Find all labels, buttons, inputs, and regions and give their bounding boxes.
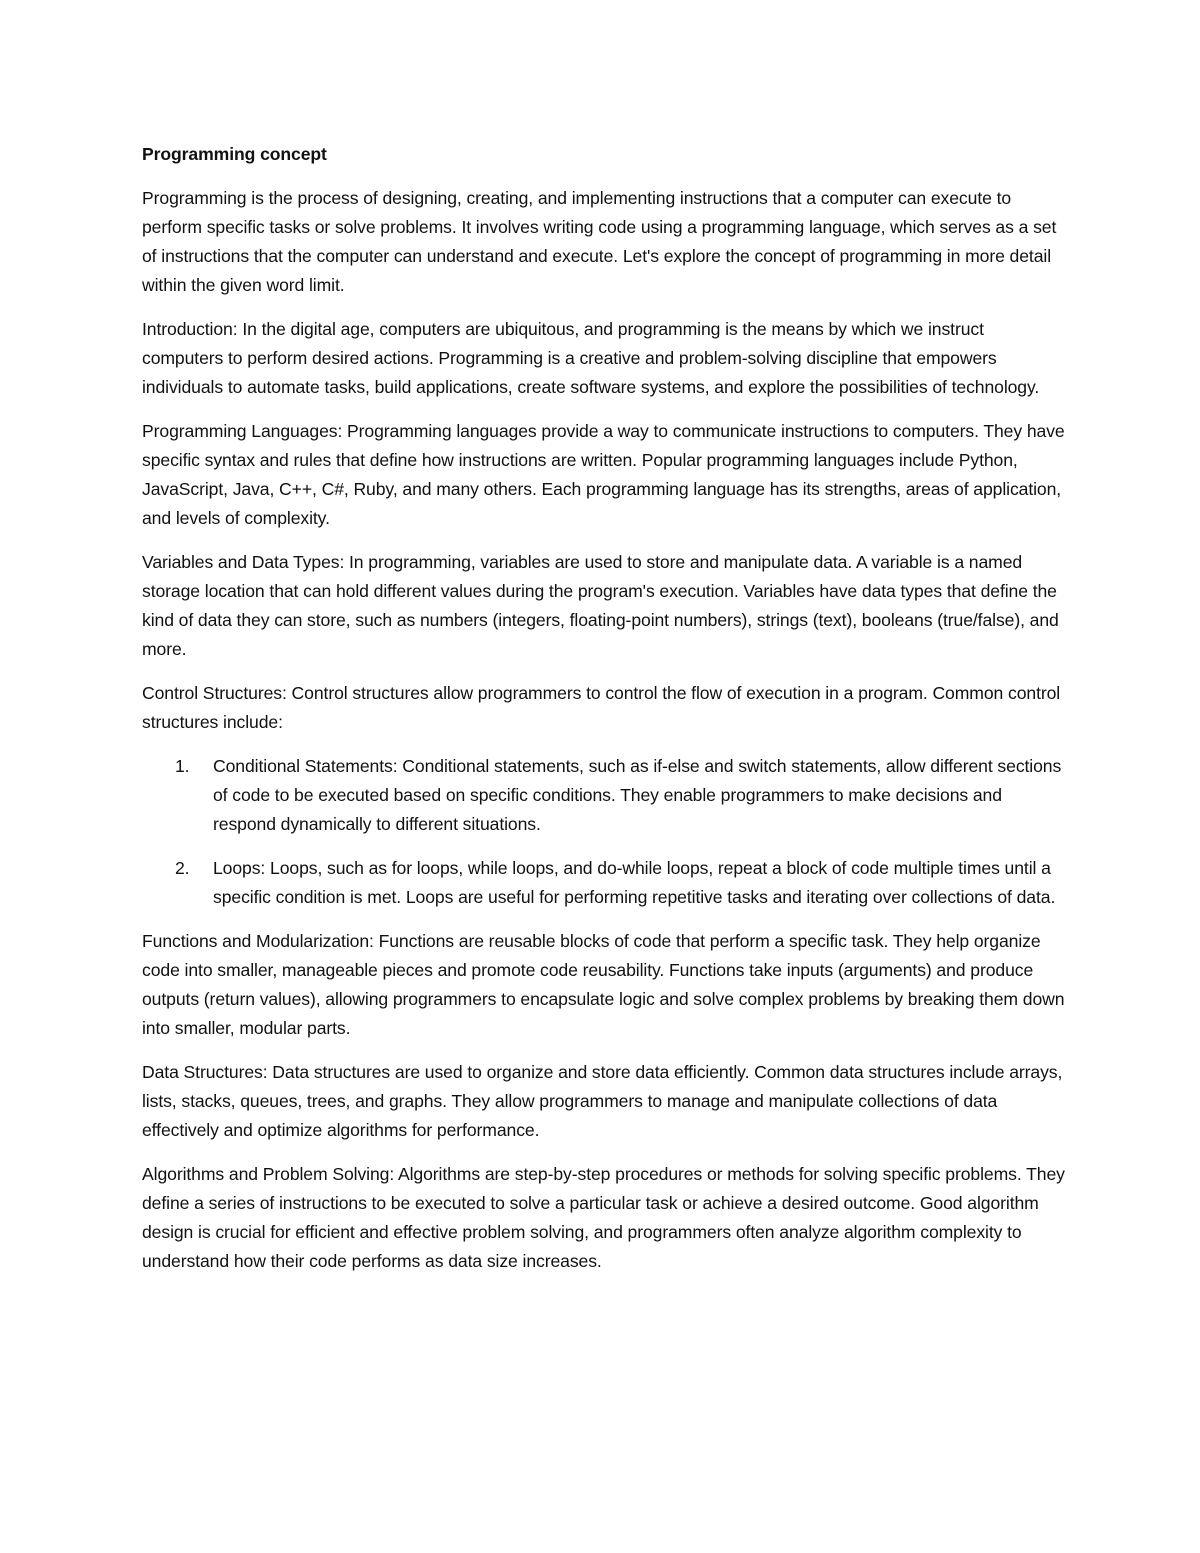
paragraph-data-structures: Data Structures: Data structures are used to organize and store data efficiently. Common data structures include arrays, lists, stacks, queues, trees, and graphs. They allow programmers to manage and manipulate collections of data effectively and optimize algorithms for performance. bbox=[142, 1062, 1063, 1140]
paragraph-programming-languages: Programming Languages: Programming languages provide a way to communicate instructions to computers. They have specific syntax and rules that define how instructions are written. Popular programming languages include Python, JavaScript, Java, C++, C#, Ruby, and many others. Each programming language has its strengths, areas of application, and levels of complexity. bbox=[142, 421, 1065, 528]
document-title: Programming concept bbox=[142, 144, 327, 164]
paragraph-introduction: Introduction: In the digital age, computers are ubiquitous, and programming is the means by which we instruct computers to perform desired actions. Programming is a creative and problem-solving discipline that empowers individuals to automate tasks, build applications, create software systems, and explore the possibilities of technology. bbox=[142, 319, 1040, 397]
list-item-text: Conditional Statements: Conditional statements, such as if-else and switch statements, allow different sections of code to be executed based on specific conditions. They enable programmers to make decisions and respond dynamically to different situations. bbox=[213, 756, 1062, 834]
list-item bbox=[142, 752, 1067, 839]
list-item-number: 2. bbox=[175, 858, 190, 878]
paragraph-control-structures: Control Structures: Control structures allow programmers to control the flow of execution in a program. Common control structures include: bbox=[142, 683, 1061, 732]
paragraph-intro-definition: Programming is the process of designing, creating, and implementing instructions that a computer can execute to perform specific tasks or solve problems. It involves writing code using a programming language, which serves as a set of instructions that the computer can understand and execute. Let's explore the concept of programming in more detail within the given word limit. bbox=[142, 188, 1057, 295]
list-item bbox=[142, 854, 1067, 912]
list-item-text: Loops: Loops, such as for loops, while loops, and do-while loops, repeat a block of code multiple times until a specific condition is met. Loops are useful for performing repetitive tasks and iterating over collections of data. bbox=[213, 858, 1056, 907]
control-structures-list bbox=[142, 752, 1067, 912]
list-item-number: 1. bbox=[175, 756, 190, 776]
paragraph-functions: Functions and Modularization: Functions are reusable blocks of code that perform a specific task. They help organize code into smaller, manageable pieces and promote code reusability. Functions take inputs (arguments) and produce outputs (return values), allowing programmers to encapsulate logic and solve complex problems by breaking them down into smaller, modular parts. bbox=[142, 931, 1065, 1038]
paragraph-variables-data-types: Variables and Data Types: In programming, variables are used to store and manipulate data. A variable is a named storage location that can hold different values during the program's execution. Variables have data types that define the kind of data they can store, such as numbers (integers, floating-point numbers), strings (text), booleans (true/false), and more. bbox=[142, 552, 1059, 659]
paragraph-algorithms: Algorithms and Problem Solving: Algorithms are step-by-step procedures or methods for solving specific problems. They define a series of instructions to be executed to solve a particular task or achieve a desired outcome. Good algorithm design is crucial for efficient and effective problem solving, and programmers often analyze algorithm complexity to understand how their code performs as data size increases. bbox=[142, 1164, 1065, 1271]
document-body bbox=[142, 140, 1067, 1291]
